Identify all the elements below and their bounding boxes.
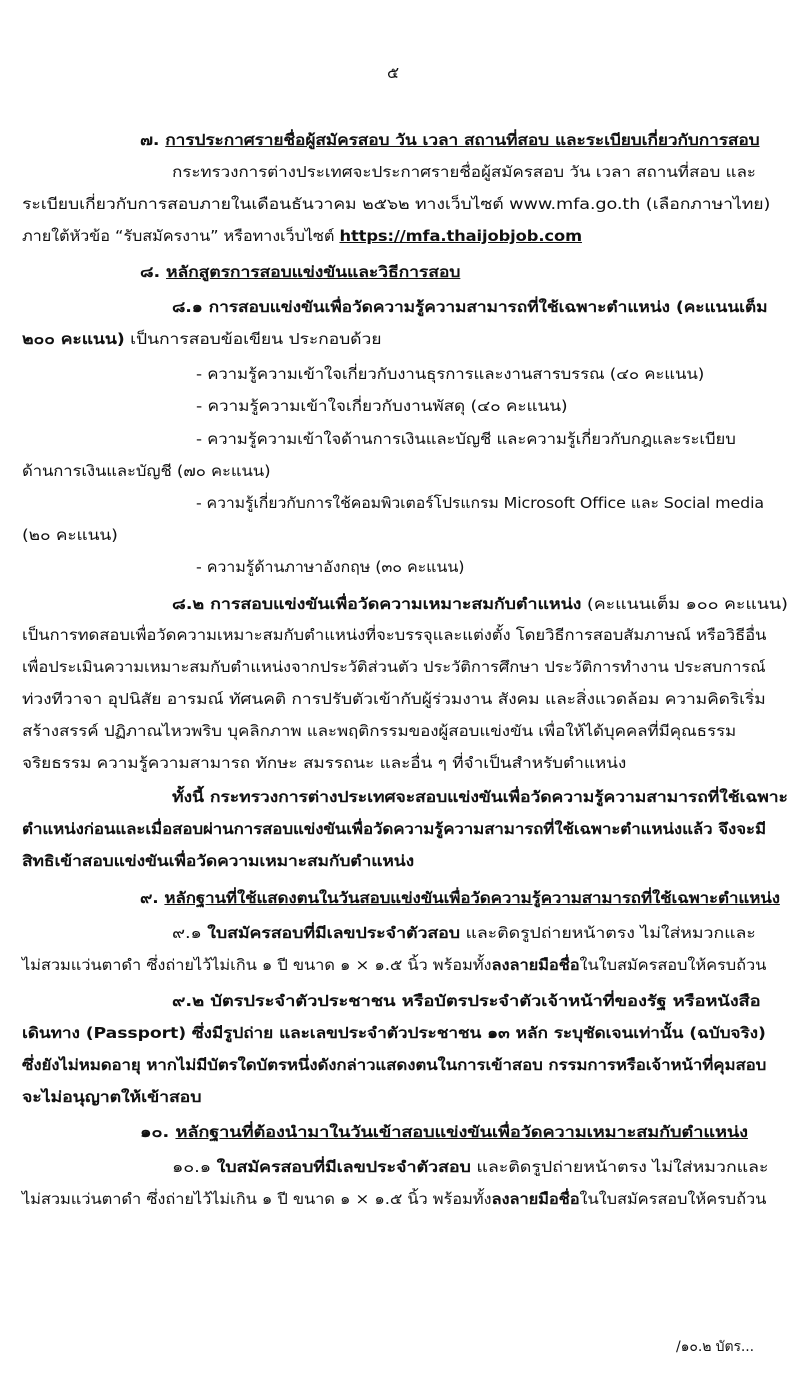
text-line bbox=[22, 225, 582, 247]
website-link[interactable]: https://mfa.thaijobjob.com bbox=[339, 227, 582, 245]
text-line bbox=[22, 328, 381, 350]
text-line bbox=[172, 990, 761, 1012]
text-line bbox=[22, 752, 626, 774]
text-segment: ๙.๒ บัตรประจำตัวประชาชน หรือบัตรประจำตัวเจ้าหน้าที่ของรัฐ หรือหนังสือ bbox=[172, 992, 761, 1010]
text-line bbox=[196, 395, 568, 417]
text-segment: ๘. bbox=[140, 263, 167, 281]
text-segment: ๒๐๐ คะแนน) bbox=[22, 330, 125, 348]
text-segment: ๙. bbox=[140, 889, 165, 907]
text-line bbox=[172, 593, 788, 615]
text-segment: ท่วงทีวาจา อุปนิสัย อารมณ์ ทัศนคติ การปรับตัวเข้ากับผู้ร่วมงาน สังคม และสิ่งแวดล้อม ความคิดริเริ่ม bbox=[22, 690, 766, 708]
text-line bbox=[22, 524, 118, 546]
text-line bbox=[140, 887, 780, 909]
text-line bbox=[22, 1054, 766, 1076]
text-segment: - ความรู้ความเข้าใจด้านการเงินและบัญชี และความรู้เกี่ยวกับกฎและระเบียบ bbox=[196, 430, 736, 448]
text-segment: จริยธรรม ความรู้ความสามารถ ทักษะ สมรรถนะ และอื่น ๆ ที่จำเป็นสำหรับตำแหน่ง bbox=[22, 754, 627, 772]
text-segment: - ความรู้ด้านภาษาอังกฤษ (๓๐ คะแนน) bbox=[196, 558, 465, 576]
text-line bbox=[196, 492, 764, 514]
text-segment: ๑๐. bbox=[140, 1123, 176, 1141]
text-segment: กระทรวงการต่างประเทศจะประกาศรายชื่อผู้สมัครสอบ วัน เวลา สถานที่สอบ และ bbox=[172, 163, 756, 181]
text-segment: ด้านการเงินและบัญชี (๗๐ คะแนน) bbox=[22, 462, 271, 480]
text-segment: ซึ่งยังไม่หมดอายุ หากไม่มีบัตรใดบัตรหนึ่งดังกล่าวแสดงตนในการเข้าสอบ กรรมการหรือเจ้าหน้าที่คุมสอบ bbox=[22, 1056, 767, 1074]
text-line bbox=[140, 261, 460, 283]
text-line bbox=[22, 624, 766, 646]
text-segment: ๗. bbox=[140, 131, 166, 149]
text-line bbox=[22, 1022, 766, 1044]
text-segment: ในใบสมัครสอบให้ครบถ้วน bbox=[579, 956, 767, 974]
text-line bbox=[22, 850, 414, 872]
text-segment: จะไม่อนุญาตให้เข้าสอบ bbox=[22, 1088, 202, 1106]
text-line bbox=[196, 428, 736, 450]
text-segment: เพื่อประเมินความเหมาะสมกับตำแหน่งจากประวัติส่วนตัว ประวัติการศึกษา ประวัติการทำงาน ประสบการณ์ bbox=[22, 658, 766, 676]
text-segment: - ความรู้ความเข้าใจเกี่ยวกับงานธุรการและงานสารบรรณ (๔๐ คะแนน) bbox=[196, 365, 705, 383]
continuation-footer: /๑๐.๒ บัตร... bbox=[676, 1339, 754, 1355]
text-line bbox=[22, 954, 766, 976]
text-segment: - ความรู้เกี่ยวกับการใช้คอมพิวเตอร์โปรแกรม Microsoft Office และ Social media bbox=[196, 494, 765, 512]
text-segment: สร้างสรรค์ ปฏิภาณไหวพริบ บุคลิกภาพ และพฤติกรรมของผู้สอบแข่งขัน เพื่อให้ได้บุคคลที่มีคุณธรรม bbox=[22, 722, 737, 740]
text-segment: เป็นการสอบข้อเขียน ประกอบด้วย bbox=[124, 330, 382, 348]
text-line bbox=[22, 688, 766, 710]
text-segment: ใบสมัครสอบที่มีเลขประจำตัวสอบ bbox=[216, 1158, 471, 1176]
text-segment: หลักฐานที่ต้องนำมาในวันเข้าสอบแข่งขันเพื่อวัดความเหมาะสมกับตำแหน่ง bbox=[175, 1123, 748, 1141]
text-segment: ๑๐.๑ bbox=[172, 1158, 217, 1176]
text-segment: สิทธิเข้าสอบแข่งขันเพื่อวัดความเหมาะสมกับตำแหน่ง bbox=[22, 852, 415, 870]
text-line bbox=[172, 296, 767, 318]
text-line bbox=[196, 556, 464, 578]
text-segment: เป็นการทดสอบเพื่อวัดความเหมาะสมกับตำแหน่งที่จะบรรจุและแต่งตั้ง โดยวิธีการสอบสัมภาษณ์ หรือวิธีอื่น bbox=[22, 626, 767, 644]
text-segment: ระเบียบเกี่ยวกับการสอบภายในเดือนธันวาคม ๒๕๖๒ ทางเว็บไซต์ www.mfa.go.th (เลือกภาษาไทย) bbox=[22, 195, 771, 213]
text-segment: และติดรูปถ่ายหน้าตรง ไม่ใส่หมวกและ bbox=[459, 924, 756, 942]
text-line bbox=[140, 1121, 748, 1143]
text-segment: ไม่สวมแว่นตาดำ ซึ่งถ่ายไว้ไม่เกิน ๑ ปี ขนาด ๑ × ๑.๕ นิ้ว พร้อมทั้ง bbox=[22, 1190, 492, 1208]
text-segment: ใบสมัครสอบที่มีเลขประจำตัวสอบ bbox=[207, 924, 460, 942]
text-segment: ทั้งนี้ กระทรวงการต่างประเทศจะสอบแข่งขันเพื่อวัดความรู้ความสามารถที่ใช้เฉพาะ bbox=[172, 788, 788, 806]
text-line bbox=[22, 656, 766, 678]
text-segment: (คะแนนเต็ม ๑๐๐ คะแนน) bbox=[581, 595, 788, 613]
text-segment: ลงลายมือชื่อ bbox=[491, 956, 580, 974]
text-segment: เดินทาง (Passport) ซึ่งมีรูปถ่าย และเลขประจำตัวประชาชน ๑๓ หลัก ระบุชัดเจนเท่านั้น (ฉบับจริง) bbox=[22, 1024, 766, 1042]
text-segment: ภายใต้หัวข้อ “รับสมัครงาน” หรือทางเว็บไซต์ bbox=[22, 227, 340, 245]
page-number: ๕ bbox=[387, 63, 400, 82]
text-line bbox=[22, 193, 770, 215]
text-segment: ในใบสมัครสอบให้ครบถ้วน bbox=[579, 1190, 767, 1208]
text-segment: (๒๐ คะแนน) bbox=[22, 526, 118, 544]
text-segment: หลักสูตรการสอบแข่งขันและวิธีการสอบ bbox=[166, 263, 461, 281]
text-line bbox=[172, 1156, 768, 1178]
text-segment: - ความรู้ความเข้าใจเกี่ยวกับงานพัสดุ (๔๐ คะแนน) bbox=[196, 397, 568, 415]
text-segment: หลักฐานที่ใช้แสดงตนในวันสอบแข่งขันเพื่อวัดความรู้ความสามารถที่ใช้เฉพาะตำแหน่ง bbox=[164, 889, 780, 907]
text-line bbox=[22, 460, 270, 482]
text-segment: ๘.๒ การสอบแข่งขันเพื่อวัดความเหมาะสมกับตำแหน่ง bbox=[172, 595, 582, 613]
text-segment: ตำแหน่งก่อนและเมื่อสอบผ่านการสอบแข่งขันเพื่อวัดความรู้ความสามารถที่ใช้เฉพาะตำแหน่งแล้ว จึงจะมี bbox=[22, 820, 766, 838]
text-line bbox=[196, 363, 704, 385]
text-segment: ไม่สวมแว่นตาดำ ซึ่งถ่ายไว้ไม่เกิน ๑ ปี ขนาด ๑ × ๑.๕ นิ้ว พร้อมทั้ง bbox=[22, 956, 492, 974]
text-segment: ๙.๑ bbox=[172, 924, 208, 942]
text-line bbox=[22, 818, 766, 840]
text-line bbox=[172, 922, 756, 944]
text-line bbox=[22, 1086, 201, 1108]
text-segment: การประกาศรายชื่อผู้สมัครสอบ วัน เวลา สถานที่สอบ และระเบียบเกี่ยวกับการสอบ bbox=[165, 131, 760, 149]
text-line bbox=[22, 720, 736, 742]
text-segment: และติดรูปถ่ายหน้าตรง ไม่ใส่หมวกและ bbox=[470, 1158, 769, 1176]
text-segment: ๘.๑ การสอบแข่งขันเพื่อวัดความรู้ความสามารถที่ใช้เฉพาะตำแหน่ง (คะแนนเต็ม bbox=[172, 298, 768, 316]
text-line bbox=[140, 129, 760, 151]
text-segment: ลงลายมือชื่อ bbox=[491, 1190, 580, 1208]
text-line bbox=[22, 1188, 766, 1210]
text-line bbox=[172, 161, 756, 183]
text-line bbox=[172, 786, 788, 808]
